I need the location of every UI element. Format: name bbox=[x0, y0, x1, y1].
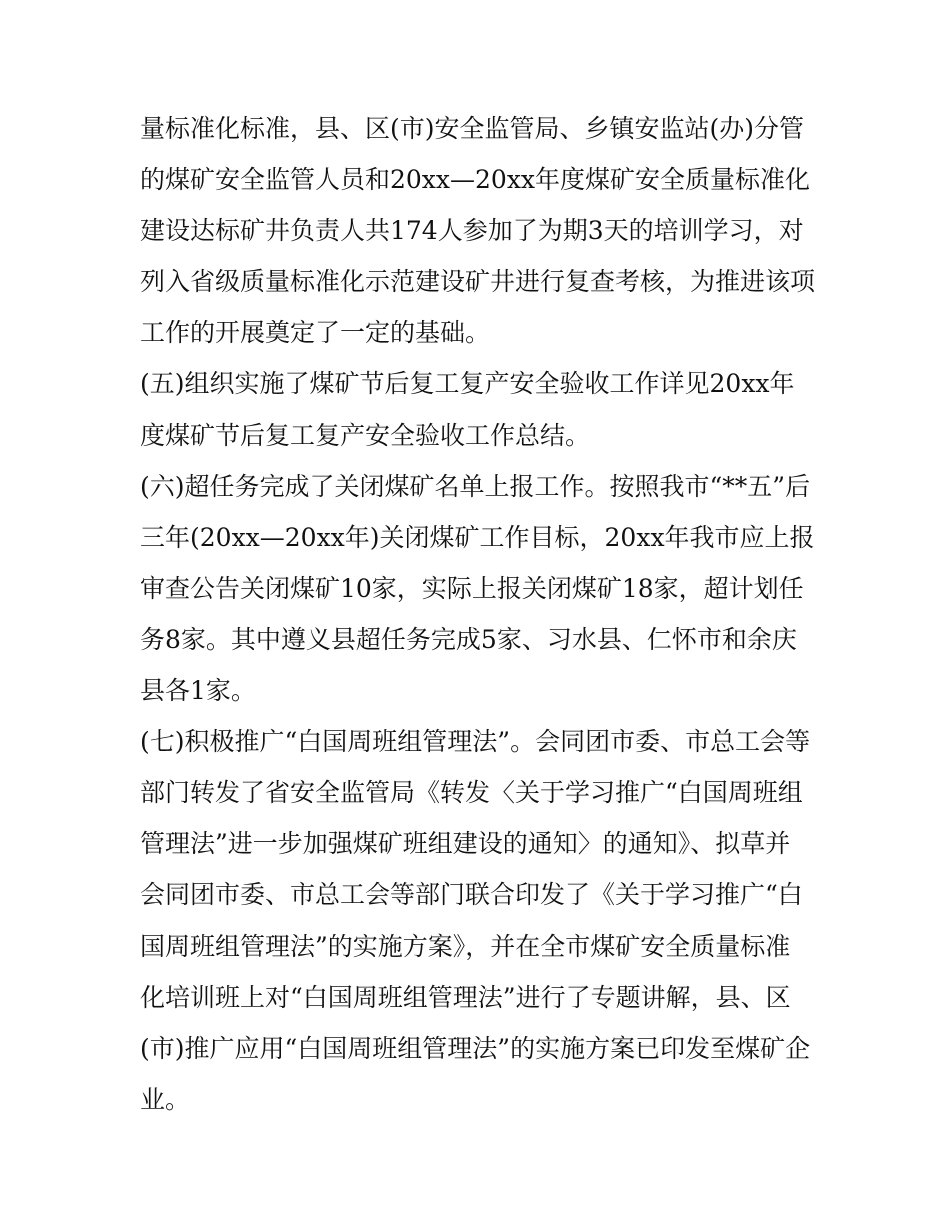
text-line: 列入省级质量标准化示范建设矿井进行复查考核，为推进该项 bbox=[140, 267, 816, 297]
text-line: 的煤矿安全监管人员和20xx—20xx年度煤矿安全质量标准化 bbox=[140, 165, 811, 195]
text-line: 会同团市委、市总工会等部门联合印发了《关于学习推广“白 bbox=[140, 880, 803, 910]
text-line: 县各1家。 bbox=[140, 676, 256, 706]
text-line: 度煤矿节后复工复产安全验收工作总结。 bbox=[140, 420, 591, 450]
text-line: (市)推广应用“白国周班组管理法”的实施方案已印发至煤矿企 bbox=[140, 1033, 811, 1063]
text-line: 部门转发了省安全监管局《转发〈关于学习推广“白国周班组 bbox=[140, 778, 803, 808]
text-line: 管理法”进一步加强煤矿班组建设的通知〉的通知》、拟草并 bbox=[140, 829, 791, 859]
text-line: 国周班组管理法”的实施方案》，并在全市煤矿安全质量标准 bbox=[140, 931, 791, 961]
text-line: 三年(20xx—20xx年)关闭煤矿工作目标，20xx年我市应上报 bbox=[140, 522, 815, 552]
text-line: 量标准化标准，县、区(市)安全监管局、乡镇安监站(办)分管 bbox=[140, 114, 805, 143]
text-line: (六)超任务完成了关闭煤矿名单上报工作。按照我市“**五”后 bbox=[140, 471, 811, 501]
document-body bbox=[140, 103, 830, 1125]
text-line: 工作的开展奠定了一定的基础。 bbox=[140, 318, 491, 348]
text-line: (五)组织实施了煤矿节后复工复产安全验收工作详见20xx年 bbox=[140, 369, 795, 399]
text-line: 务8家。其中遵义县超任务完成5家、习水县、仁怀市和余庆 bbox=[140, 624, 797, 654]
text-line: 化培训班上对“白国周班组管理法”进行了专题讲解，县、区 bbox=[140, 982, 791, 1012]
text-line: 审查公告关闭煤矿10家，实际上报关闭煤矿18家，超计划任 bbox=[140, 573, 804, 603]
text-line: 业。 bbox=[140, 1084, 191, 1114]
text-line: 建设达标矿井负责人共174人参加了为期3天的培训学习，对 bbox=[140, 216, 804, 246]
text-line: (七)积极推广“白国周班组管理法”。会同团市委、市总工会等 bbox=[140, 727, 811, 757]
